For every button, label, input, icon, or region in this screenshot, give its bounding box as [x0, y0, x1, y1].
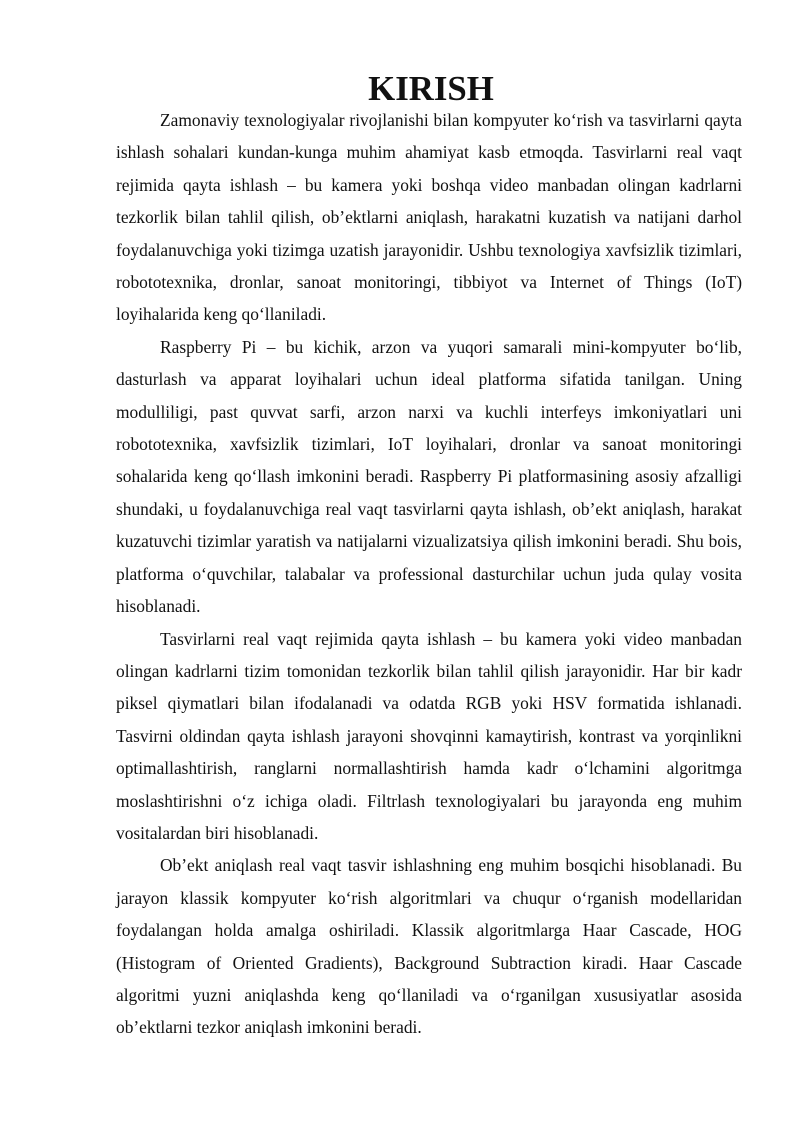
paragraph-3: Tasvirlarni real vaqt rejimida qayta ishlash – bu kamera yoki video manbadan olingan kadrlarni tizim tomonidan tezkorlik bilan tahlil qilish jarayonidir. Har bir kadr piksel qiymatlari bilan ifodalanadi va odatda RGB yoki HSV formatida ishlanadi. Tasvirni oldindan qayta ishlash jarayoni shovqinni kamaytirish, kontrast va yorqinlikni optimallashtirish, ranglarni normallashtirish hamda kadr o‘lchamini algoritmga moslashtirishni o‘z ichiga oladi. Filtrlash texnologiyalari bu jarayonda eng muhim vositalardan biri hisoblanadi. — [116, 628, 742, 843]
paragraph-2: Raspberry Pi – bu kichik, arzon va yuqori samarali mini-kompyuter bo‘lib, dasturlash va apparat loyihalari uchun ideal platforma sifatida tanilgan. Uning modulliligi, past quvvat sarfi, arzon narxi va kuchli interfeys imkoniyatlari uni robototexnika, xavfsizlik tizimlari, IoT loyihalari, dronlar va sanoat monitoringi sohalarida keng qo‘llash imkonini beradi. Raspberry Pi platformasining asosiy afzalligi shundaki, u foydalanuvchiga real vaqt tasvirlarni qayta ishlash, ob’ekt aniqlash, harakat kuzatuvchi tizimlar yaratish va natijalarni vizualizatsiya qilish imkonini beradi. Shu bois, platforma o‘quvchilar, talabalar va professional dasturchilar uchun juda qulay vosita hisoblanadi. — [116, 336, 742, 617]
paragraph-1: Zamonaviy texnologiyalar rivojlanishi bilan kompyuter ko‘rish va tasvirlarni qayta ishlash sohalari kundan-kunga muhim ahamiyat kasb etmoqda. Tasvirlarni real vaqt rejimida qayta ishlash – bu kamera yoki boshqa video manbadan olingan kadrlarni tezkorlik bilan tahlil qilish, ob’ektlarni aniqlash, harakatni kuzatish va natijani darhol foydalanuvchiga yoki tizimga uzatish jarayonidir. Ushbu texnologiya xavfsizlik tizimlari, robototexnika, dronlar, sanoat monitoringi, tibbiyot va Internet of Things (IoT) loyihalarida keng qo‘llaniladi. — [116, 110, 742, 325]
paragraph-4: Ob’ekt aniqlash real vaqt tasvir ishlashning eng muhim bosqichi hisoblanadi. Bu jarayon klassik kompyuter ko‘rish algoritmlari va chuqur o‘rganish modellaridan foydalangan holda amalga oshiriladi. Klassik algoritmlarga Haar Cascade, HOG (Histogram of Oriented Gradients), Background Subtraction kiradi. Haar Cascade algoritmi yuzni aniqlashda keng qo‘llaniladi va o‘rganilgan xususiyatlar asosida ob’ektlarni tezkor aniqlash imkonini beradi. — [116, 855, 742, 1038]
page-title: KIRISH — [368, 69, 494, 108]
document-page — [116, 69, 742, 1044]
